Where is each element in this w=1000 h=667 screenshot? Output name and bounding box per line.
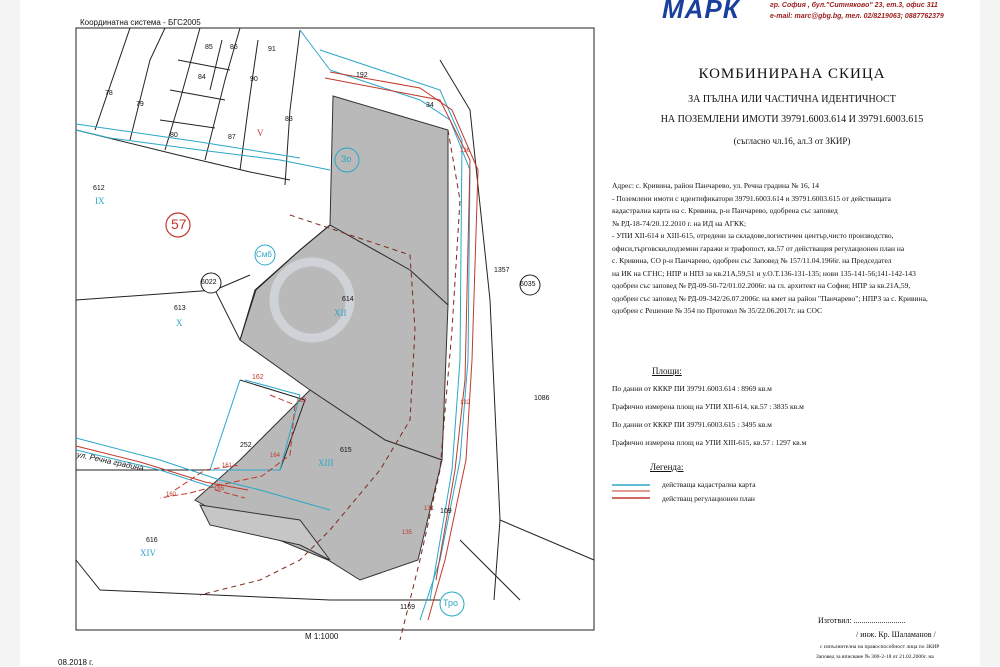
point-131: 131 [424,506,435,512]
info-line-8: одобрен със заповед № РД-09-50-72/01.02.2006г. на гл. архитект на София; НПР за кв.21А,59, [612,281,911,290]
parcel-91: 91 [268,46,276,53]
oval-6035-label: 6035 [520,281,536,288]
info-line-7: на ИК на СГНС; НПР и НПЗ за кв.21А,59,51 и у.О.Т.136-131-135; нови 135-141-56;141-142-143 [612,268,916,278]
document-subtitle-3: (съгласно чл.16, ал.3 от ЗКИР) [733,136,851,146]
signature-note-1: с изпълнителна на правоспособност лица по ЗКИР [820,644,940,650]
street-name: ул. Речна градина [76,450,145,473]
plot-ix: IX [95,196,105,206]
parcel-109: 109 [440,508,452,515]
info-line-3: № РД-18-74/20.12.2010 г. на ИД на АГКК; [612,218,747,228]
parcel-34: 34 [426,102,434,109]
company-logo: МАРК [662,0,740,24]
parcel-614-label: 614 [342,296,354,303]
prepared-by: Изготвил: .......................... [818,616,906,625]
document-subtitle-2: НА ПОЗЕМЛЕНИ ИМОТИ 39791.6003.614 И 39791.6003.615 [660,114,924,125]
area-line-1: По данни от КККР ПИ 39791.6003.614 : 8969 кв.м [612,384,772,393]
parcel-87: 87 [228,134,236,141]
parcel-613: 613 [174,305,186,312]
parcel-86: 86 [230,44,238,51]
tro-label: Тро [443,598,459,608]
plot-v: V [257,128,264,138]
point-161: 161 [222,463,233,469]
block-number: 57 [171,216,187,232]
parcel-162: 162 [252,374,264,381]
zo-label: Зо [341,154,352,164]
parcel-90: 90 [250,76,258,83]
plot-xii: XII [334,308,347,318]
area-line-3: По данни от КККР ПИ 39791.6003.615 : 3495 кв.м [612,420,772,429]
plot-xiv: XIV [140,548,156,558]
signature-note-2: Заповед за вписване № 300-2-18 от 21.02.2006г. на [816,654,934,660]
legend-heading: Легенда: [650,462,684,472]
point-164: 164 [270,453,281,459]
area-line-2: Графично измерена площ на УПИ XII-614, кв.57 : 3835 кв.м [612,402,804,411]
areas-heading: Площи: [652,366,682,376]
oval-6022-label: 6022 [201,279,217,286]
company-address: гр. София , бул."Ситняково" 23, ет.3, офис 311 [770,2,938,9]
info-line-6: с. Кривина, СО р-н Панчарево, одобрен със Заповед № 157/11.04.1966г. на Председател [612,256,892,265]
parcel-1357: 1357 [494,267,510,274]
plot-xiii: XIII [318,458,334,468]
area-line-4: Графично измерена площ на УПИ XIII-615, кв.57 : 1297 кв.м [612,438,807,447]
parcel-78: 78 [105,90,113,97]
point-163: 163 [296,398,307,404]
parcel-1169: 1169 [400,604,416,611]
parcel-615-label: 615 [340,447,352,454]
document-subtitle: ЗА ПЪЛНА ИЛИ ЧАСТИЧНА ИДЕНТИЧНОСТ [688,94,896,105]
parcel-79: 79 [136,101,144,108]
info-address: Адрес: с. Кривина, район Панчарево, ул. Речна градина № 16, 14 [612,181,820,190]
info-line-4: - УПИ XII-614 и XIII-615, отредени за складове,логистичен център,чисто производство, [612,231,894,240]
point-132: 132 [460,400,471,406]
parcel-84: 84 [198,74,206,81]
parcel-80: 80 [170,132,178,139]
document-title: КОМБИНИРАНА СКИЦА [698,66,886,82]
parcel-616: 616 [146,537,158,544]
parcel-612: 612 [93,185,105,192]
point-160: 160 [166,492,177,498]
legend-item-cadastral: действаща кадастрална карта [662,480,756,489]
plot-x: X [176,318,183,328]
info-line-5: офиси,търговски,подземни гаражи и трафопост, кв.57 от действащия регулационен план на [612,243,905,253]
info-line-1: - Поземлени имоти с идентификатори 39791.6003.614 и 39791.6003.615 от действащата [612,193,891,203]
point-165: 165 [214,486,225,492]
info-block [612,180,972,318]
document-date: 08.2018 г. [58,658,94,667]
map-scale: М 1:1000 [305,632,339,641]
sme-label: Смб [256,250,272,259]
point-136: 136 [460,148,471,154]
parcel-192: 192 [356,72,368,79]
parcel-85: 85 [205,44,213,51]
info-line-2: кадастрална карта на с. Кривина, р-н Панчарево, одобрена със заповед [612,206,838,215]
engineer-name: / инж. Кр. Шаламанов / [856,630,936,639]
legend-item-regulation: действащ регулационен план [662,494,755,503]
info-line-9: одобрен със заповед № РД-09-342/26.07.2006г. на кмет на район "Панчарево"; НПРЗ за с. Кривина, [612,293,928,303]
parcel-83: 83 [285,116,293,123]
company-email: e-mail: marc@gbg.bg, тел. 02/8219063; 0887762379 [770,13,944,20]
point-135: 135 [402,530,413,536]
coordinate-system-label: Координатна система - БГС2005 [80,18,201,27]
parcel-252: 252 [240,442,252,449]
info-line-10: одобрен с Решение № 354 по Протокол № 35/22.06.2017г. на СОС [612,306,822,315]
parcel-1086: 1086 [534,395,550,402]
